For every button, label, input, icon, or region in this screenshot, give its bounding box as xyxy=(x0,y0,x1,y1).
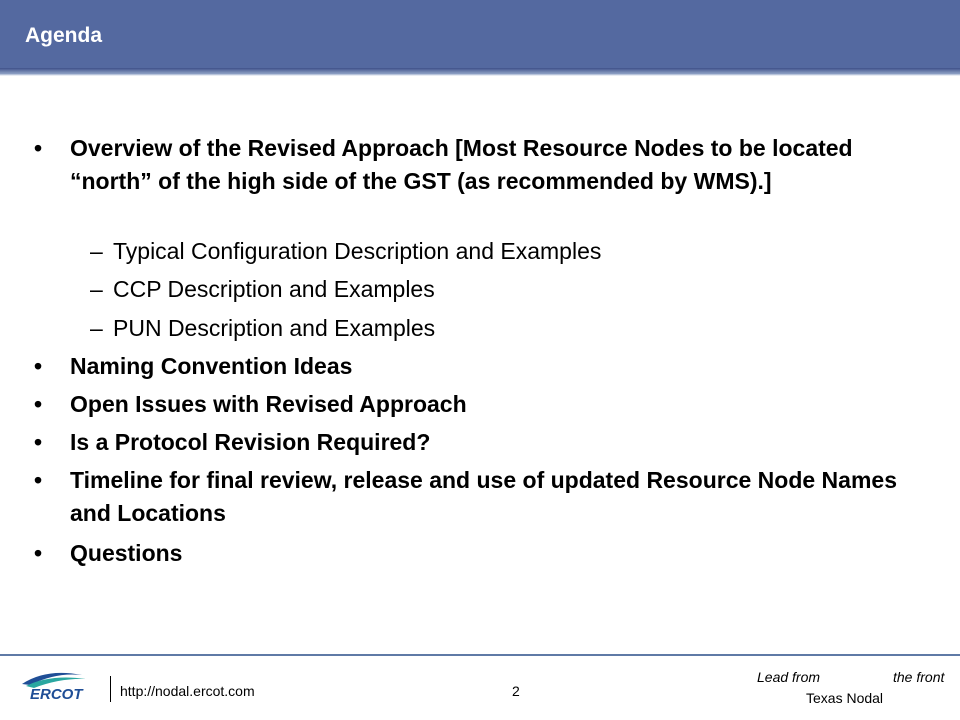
bullet-icon: • xyxy=(34,391,43,417)
dash-icon: – xyxy=(90,315,103,341)
bullet-icon: • xyxy=(34,540,43,566)
bullet-icon: • xyxy=(34,353,43,379)
agenda-subitem-typical-configuration: Typical Configuration Description and Examples xyxy=(113,238,602,264)
page-number: 2 xyxy=(512,683,520,699)
bullet-icon: • xyxy=(34,429,43,455)
slide-title: Agenda xyxy=(25,24,103,47)
ercot-logo xyxy=(16,666,96,706)
agenda-item-timeline: Timeline for final review, release and use of updated Resource Node Names and Locations xyxy=(70,467,897,526)
bullet-icon: • xyxy=(34,467,43,493)
footer-url: http://nodal.ercot.com xyxy=(120,683,255,699)
agenda-subitem-ccp: CCP Description and Examples xyxy=(113,276,435,302)
tagline-part-2: the front xyxy=(893,669,945,685)
dash-icon: – xyxy=(90,238,103,264)
agenda-subitem-pun: PUN Description and Examples xyxy=(113,315,436,341)
logo-text: ERCOT xyxy=(30,686,83,703)
agenda-item-naming-convention: Naming Convention Ideas xyxy=(70,353,353,379)
agenda-item-questions: Questions xyxy=(70,540,183,566)
agenda-item-protocol-revision: Is a Protocol Revision Required? xyxy=(70,429,431,455)
agenda-item-overview: Overview of the Revised Approach [Most Resource Nodes to be located “north” of the high side of the GST (as recommended by WMS).] xyxy=(70,135,853,194)
footer-separator xyxy=(110,676,111,702)
title-bar xyxy=(0,0,960,74)
dash-icon: – xyxy=(90,276,103,302)
footer-divider xyxy=(0,654,960,656)
footer-subtag: Texas Nodal xyxy=(806,690,884,706)
bullet-icon: • xyxy=(34,135,43,161)
agenda-item-open-issues: Open Issues with Revised Approach xyxy=(70,391,467,417)
title-bar-shadow xyxy=(0,68,960,76)
tagline-part-1: Lead from xyxy=(757,669,821,685)
